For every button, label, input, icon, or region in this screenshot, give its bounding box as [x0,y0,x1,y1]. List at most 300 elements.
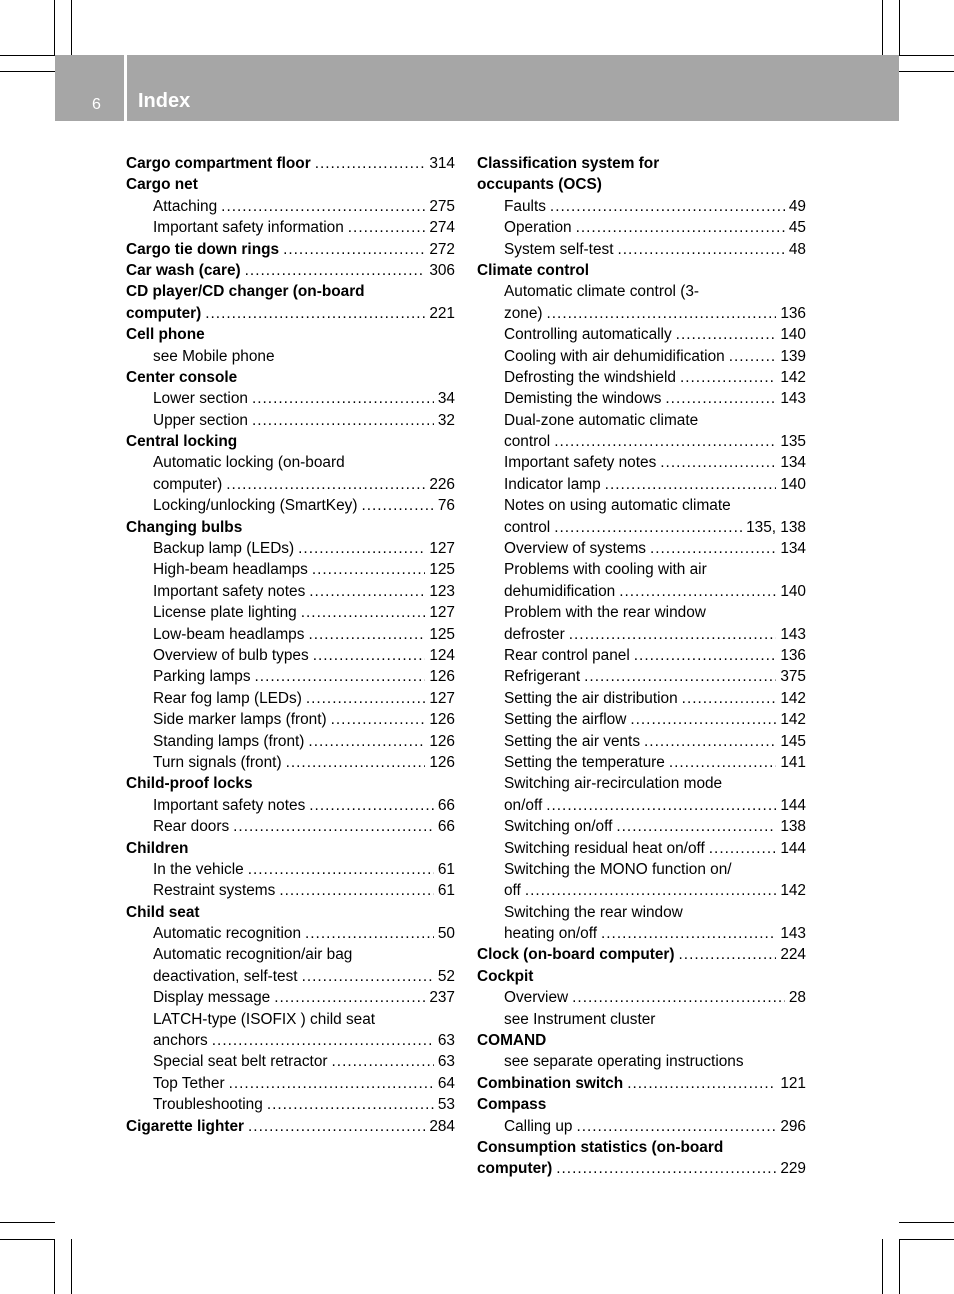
dot-leader [229,1073,434,1094]
index-subentry [126,602,455,623]
index-subentry [126,645,455,666]
index-subentry [477,838,806,859]
page-reference: 126 [429,711,455,729]
dot-leader [309,581,425,602]
page-reference: 140 [780,326,806,344]
dot-leader [245,260,426,281]
entry-text: heating on/off [504,925,597,943]
entry-text: Operation [504,219,572,237]
index-subentry [477,217,806,238]
page-reference: 237 [429,989,455,1007]
entry-text: control [504,518,551,536]
dot-leader [660,452,776,473]
page-reference: 126 [429,753,455,771]
index-subentry [126,495,455,516]
dot-leader [306,688,425,709]
entry-text: Consumption statistics (on-board [477,1138,724,1156]
entry-text: Central locking [126,433,238,451]
entry-text: Cargo compartment floor [126,155,311,172]
page-reference: 45 [788,219,806,237]
index-entry [126,281,455,302]
page-reference: 125 [429,625,455,643]
page-reference: 48 [788,240,806,258]
index-subentry [477,1009,806,1030]
entry-text: Standing lamps (front) [153,732,305,750]
dot-leader [605,474,777,495]
index-entry [477,1030,806,1051]
dot-leader [205,303,425,324]
dot-leader [332,1051,434,1072]
dot-leader [572,987,785,1008]
index-column-right [477,153,806,1180]
index-subentry [126,1030,455,1051]
entry-text: License plate lighting [153,604,297,622]
dot-leader [616,816,776,837]
dot-leader [576,217,785,238]
page-reference: 296 [780,1117,806,1135]
page-reference: 139 [780,347,806,365]
dot-leader [274,987,425,1008]
index-entry [126,902,455,923]
page-reference: 127 [429,689,455,707]
entry-text: Restraint systems [153,882,276,900]
dot-leader [233,816,434,837]
entry-text: Car wash (care) [126,261,241,279]
entry-text: Overview of systems [504,540,646,558]
index-subentry [477,324,806,345]
index-subentry [477,495,806,516]
dot-leader [348,217,426,238]
dot-leader [308,624,425,645]
entry-text: Climate control [477,261,590,279]
dot-leader [665,388,776,409]
page-reference: 275 [429,197,455,215]
index-subentry [126,624,455,645]
entry-text: Cell phone [126,326,205,344]
index-subentry [126,880,455,901]
index-subentry [126,1009,455,1030]
entry-text: Troubleshooting [153,1096,263,1114]
dot-leader [550,196,785,217]
index-subentry [477,388,806,409]
index-entry [477,153,806,174]
crop-mark [54,1239,55,1294]
dot-leader [279,880,434,901]
index-entry [126,1116,455,1137]
index-subentry [477,410,806,431]
dot-leader [361,495,433,516]
dot-leader [331,709,426,730]
page-reference: 49 [788,197,806,215]
entry-text: Cooling with air dehumidification [504,347,725,365]
entry-text: Rear control panel [504,646,630,664]
index-subentry [126,410,455,431]
entry-text: Switching residual heat on/off [504,839,705,857]
dot-leader [283,239,425,260]
page-number: 6 [92,96,101,113]
page-reference: 76 [437,497,455,515]
page-reference: 124 [429,646,455,664]
dot-leader [709,838,777,859]
index-subentry [477,1051,806,1072]
entry-text: Combination switch [477,1074,624,1092]
index-subentry [477,624,806,645]
index-subentry [477,367,806,388]
page-reference: 138 [780,818,806,836]
entry-text: Setting the temperature [504,753,665,771]
entry-text: computer) [126,304,202,322]
index-subentry [477,538,806,559]
page-reference: 53 [437,1096,455,1114]
index-entry [126,239,455,260]
dot-leader [601,923,776,944]
dot-leader [312,559,425,580]
entry-text: Cargo net [126,176,198,194]
page-reference: 125 [429,561,455,579]
crop-mark [899,1239,954,1240]
page-reference: 126 [429,732,455,750]
page-reference: 306 [429,261,455,279]
dot-leader [569,624,777,645]
entry-text: Defrosting the windshield [504,368,676,386]
index-subentry [477,666,806,687]
dot-leader [617,239,784,260]
entry-text: computer) [153,475,223,493]
index-subentry [126,346,455,367]
index-subentry [477,709,806,730]
index-entry [477,260,806,281]
entry-text: In the vehicle [153,860,244,878]
entry-text: Controlling automatically [504,326,672,344]
page-reference: 135 [780,433,806,451]
dot-leader [286,752,426,773]
dot-leader [634,645,777,666]
entry-text: Turn signals (front) [153,753,282,771]
crop-mark [0,71,55,72]
index-entry [126,153,455,174]
entry-text: Center console [126,368,238,386]
crop-mark [899,1222,954,1223]
entry-text: CD player/CD changer (on-board [126,283,365,301]
dot-leader [630,709,776,730]
page-reference: 143 [780,390,806,408]
entry-text: Child-proof locks [126,775,253,793]
entry-text: Notes on using automatic climate [504,497,731,515]
dot-leader [619,581,776,602]
dot-leader [305,923,434,944]
index-subentry [477,303,806,324]
entry-text: Attaching [153,197,218,215]
page-reference: 66 [437,818,455,836]
entry-text: Special seat belt retractor [153,1053,328,1071]
page-reference: 50 [437,925,455,943]
entry-text: Automatic climate control (3- [504,283,700,301]
index-subentry [126,795,455,816]
entry-text: Cigarette lighter [126,1117,245,1135]
index-subentry [126,474,455,495]
dot-leader [576,1116,776,1137]
entry-text: Faults [504,197,546,215]
entry-text: Overview [504,989,569,1007]
index-entry [477,944,806,965]
entry-text: computer) [477,1160,553,1178]
entry-text: Children [126,839,189,857]
entry-text: on/off [504,796,543,814]
crop-mark [899,0,900,55]
dot-leader [679,944,777,965]
index-subentry [126,452,455,473]
index-subentry [477,559,806,580]
entry-text: Overview of bulb types [153,646,309,664]
entry-text: Problem with the rear window [504,604,706,622]
index-subentry [126,1094,455,1115]
entry-text: Important safety information [153,219,344,237]
page-reference: 141 [780,753,806,771]
index-subentry [477,602,806,623]
entry-text: Cockpit [477,967,534,985]
page-reference: 136 [780,646,806,664]
page-reference: 121 [780,1074,806,1092]
entry-text: Important safety notes [153,796,306,814]
dot-leader [313,645,426,666]
dot-leader [680,367,776,388]
dot-leader [309,795,434,816]
dot-leader [650,538,776,559]
index-subentry [477,517,806,538]
index-entry [126,838,455,859]
page-reference: 127 [429,604,455,622]
entry-text: System self-test [504,240,614,258]
crop-mark [899,71,954,72]
entry-text: Important safety notes [153,582,306,600]
index-subentry [477,474,806,495]
page-reference: 140 [780,582,806,600]
page-reference: 63 [437,1053,455,1071]
entry-text: Demisting the windows [504,390,662,408]
entry-text: occupants (OCS) [477,176,602,194]
dot-leader [252,388,434,409]
index-subentry [126,1051,455,1072]
index-entry [126,517,455,538]
index-subentry [126,752,455,773]
index-entry [126,324,455,345]
page-reference: 66 [437,796,455,814]
index-subentry [126,1073,455,1094]
page-reference: 142 [780,689,806,707]
crop-mark [71,0,72,55]
entry-text: Automatic recognition [153,925,301,943]
page-reference: 142 [780,711,806,729]
index-subentry [126,987,455,1008]
index-subentry [477,281,806,302]
index-subentry [126,966,455,987]
entry-text: Upper section [153,411,248,429]
entry-text: LATCH-type (ISOFIX ) child seat [153,1010,376,1028]
dot-leader [584,666,776,687]
index-entry [477,1073,806,1094]
crop-mark [0,1239,55,1240]
page-reference: 126 [429,668,455,686]
index-subentry [126,538,455,559]
crop-mark [0,1222,55,1223]
index-subentry [477,452,806,473]
index-subentry [126,709,455,730]
page-reference: 140 [780,475,806,493]
index-entry [477,1158,806,1179]
dot-leader [315,153,426,174]
index-subentry [126,688,455,709]
dot-leader [546,795,776,816]
entry-text: Low-beam headlamps [153,625,305,643]
index-subentry [126,559,455,580]
index-subentry [477,431,806,452]
page-reference: 224 [780,946,806,964]
index-subentry [477,752,806,773]
entry-text: High-beam headlamps [153,561,308,579]
entry-text: Problems with cooling with air [504,561,707,579]
entry-text: off [504,882,521,900]
dot-leader [248,859,434,880]
crop-mark [54,0,55,55]
dot-leader [298,538,425,559]
index-subentry [477,239,806,260]
page-reference: 61 [437,882,455,900]
page-reference: 123 [429,582,455,600]
entry-text: Switching the MONO function on/ [504,860,732,878]
dot-leader [676,324,777,345]
dot-leader [302,966,434,987]
page-reference: 274 [429,219,455,237]
page-reference: 32 [437,411,455,429]
index-subentry [477,923,806,944]
dot-leader [308,731,425,752]
entry-text: Important safety notes [504,454,657,472]
dot-leader [556,1158,776,1179]
entry-text: Setting the air distribution [504,689,678,707]
page-reference: 144 [780,796,806,814]
entry-text: Switching on/off [504,818,613,836]
index-subentry [477,645,806,666]
entry-text: Automatic recognition/air bag [153,946,353,964]
dot-leader [525,880,776,901]
dot-leader [554,431,776,452]
index-subentry [477,859,806,880]
dot-leader [554,517,742,538]
index-entry [477,174,806,195]
dot-leader [267,1094,434,1115]
entry-text: Clock (on-board computer) [477,946,675,964]
page-reference: 135, 138 [746,518,806,536]
page-reference: 61 [437,860,455,878]
entry-text: Compass [477,1096,547,1114]
index-entry [126,260,455,281]
dot-leader [255,666,426,687]
index-entry [126,174,455,195]
dot-leader [221,196,425,217]
page-reference: 63 [437,1032,455,1050]
entry-text: Dual-zone automatic climate [504,411,699,429]
index-subentry [126,666,455,687]
page-reference: 134 [780,540,806,558]
index-subentry [477,688,806,709]
index-subentry [126,581,455,602]
page-reference: 136 [780,304,806,322]
dot-leader [682,688,777,709]
crop-mark [899,55,954,56]
entry-text: Refrigerant [504,668,581,686]
page-reference: 142 [780,882,806,900]
index-subentry [477,795,806,816]
entry-text: Setting the air vents [504,732,641,750]
index-entry [477,966,806,987]
dot-leader [248,1116,425,1137]
index-subentry [477,902,806,923]
dot-leader [547,303,777,324]
index-subentry [126,816,455,837]
crop-mark [899,1239,900,1294]
entry-text: Display message [153,989,271,1007]
index-entry [126,773,455,794]
entry-text: Switching air-recirculation mode [504,775,723,793]
entry-text: Backup lamp (LEDs) [153,540,295,558]
index-subentry [477,1116,806,1137]
index-subentry [477,880,806,901]
index-entry [126,367,455,388]
entry-text: Indicator lamp [504,475,601,493]
page-reference: 64 [437,1074,455,1092]
index-subentry [126,731,455,752]
page-reference: 52 [437,967,455,985]
entry-text: Parking lamps [153,668,251,686]
index-subentry [477,987,806,1008]
entry-text: defroster [504,625,565,643]
entry-text: see separate operating instructions [504,1053,744,1071]
index-subentry [477,346,806,367]
page-reference: 127 [429,540,455,558]
entry-text: deactivation, self-test [153,967,298,985]
entry-text: Switching the rear window [504,903,683,921]
dot-leader [729,346,777,367]
entry-text: see Mobile phone [153,347,275,365]
page-reference: 28 [788,989,806,1007]
index-entry [126,303,455,324]
header-divider [124,55,127,121]
index-subentry [477,581,806,602]
entry-text: Locking/unlocking (SmartKey) [153,497,358,515]
index-subentry [126,217,455,238]
entry-text: Setting the airflow [504,711,627,729]
section-title: Index [138,90,191,112]
index-subentry [126,859,455,880]
crop-mark [882,0,883,55]
entry-text: Cargo tie down rings [126,240,280,258]
crop-mark [0,55,55,56]
page-reference: 229 [780,1160,806,1178]
entry-text: Classification system for [477,155,660,172]
entry-text: zone) [504,304,543,322]
index-entry [126,431,455,452]
page-reference: 284 [429,1117,455,1135]
entry-text: see Instrument cluster [504,1010,656,1028]
page-reference: 314 [429,155,455,172]
entry-text: Changing bulbs [126,518,243,536]
entry-text: Rear fog lamp (LEDs) [153,689,302,707]
entry-text: COMAND [477,1032,547,1050]
index-subentry [126,923,455,944]
dot-leader [627,1073,776,1094]
index-subentry [126,944,455,965]
index-subentry [477,773,806,794]
